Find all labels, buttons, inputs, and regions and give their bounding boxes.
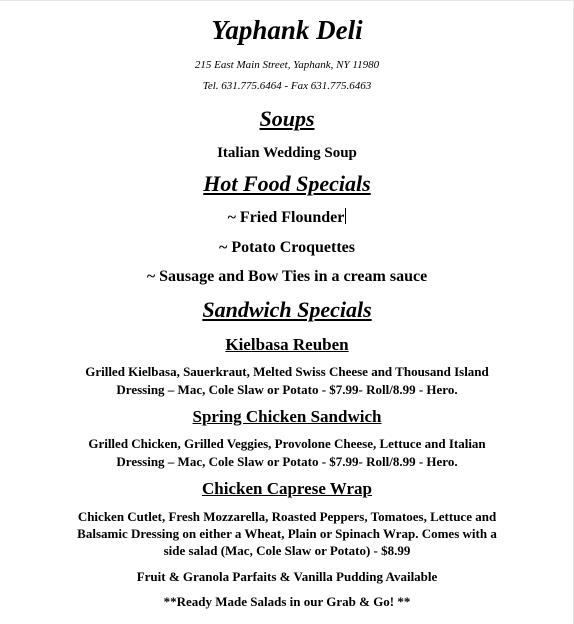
sandwich-description-line: Grilled Kielbasa, Sauerkraut, Melted Swiss Cheese and Thousand Island [85,364,489,379]
sandwich-description-line: Balsamic Dressing on either a Wheat, Plain or Spinach Wrap. Comes with a [77,526,497,541]
sandwich-description-line: side salad (Mac, Cole Slaw or Potato) - $8.99 [163,543,411,558]
deli-title: Yaphank Deli [211,15,363,45]
sandwich-description-line: Dressing – Mac, Cole Slaw or Potato - $7.99- Roll/8.99 - Hero. [116,454,458,469]
soup-item: Italian Wedding Soup [217,145,357,161]
sandwich-description-line: Dressing – Mac, Cole Slaw or Potato - $7.99- Roll/8.99 - Hero. [116,382,458,397]
sandwich-name: Spring Chicken Sandwich [192,407,382,426]
deli-phone: Tel. 631.775.6464 - Fax 631.775.6463 [202,80,372,92]
hot-food-heading: Hot Food Specials [203,171,371,196]
hot-food-item [0,208,574,227]
soups-heading: Soups [259,106,315,131]
sandwich-description-line: Chicken Cutlet, Fresh Mozzarella, Roasted Peppers, Tomatoes, Lettuce and [77,509,497,524]
sandwich-name: Chicken Caprese Wrap [201,479,373,498]
sandwich-name: Kielbasa Reuben [225,335,349,354]
hot-food-item: ~ Sausage and Bow Ties in a cream sauce [146,268,428,285]
text-cursor [345,208,346,224]
footer-note: **Ready Made Salads in our Grab & Go! ** [163,594,411,609]
hot-food-item-text: ~ Fried Flounder [227,209,345,226]
deli-address: 215 East Main Street, Yaphank, NY 11980 [194,59,380,71]
footer-note: Fruit & Granola Parfaits & Vanilla Pudding Available [136,569,438,584]
sandwich-heading: Sandwich Specials [202,297,372,322]
sandwich-description-line: Grilled Chicken, Grilled Veggies, Provolone Cheese, Lettuce and Italian [88,436,486,451]
hot-food-item: ~ Potato Croquettes [219,239,355,256]
page-edge-top [0,0,574,1]
